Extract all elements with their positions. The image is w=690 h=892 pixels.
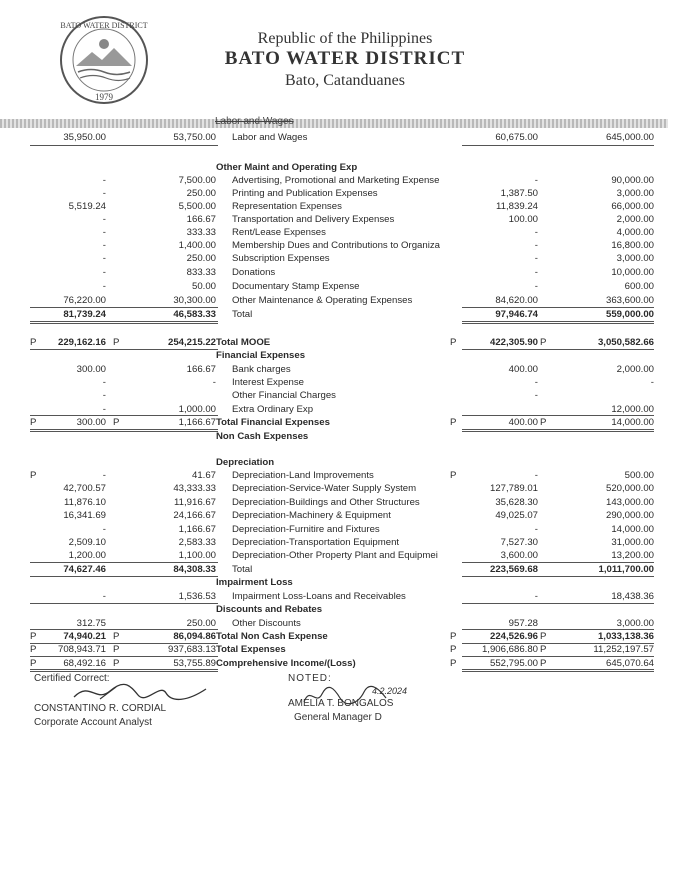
peso-sign: P [30,658,37,669]
amount-col-a: - [102,390,106,401]
amount-col-d: 10,000.00 [611,267,654,278]
amount-col-a: 1,200.00 [68,550,106,561]
row-label: Depreciation-Furnitire and Fixtures [232,524,380,535]
amount-col-c: 60,675.00 [495,132,538,143]
amount-col-a: - [102,188,106,199]
row-label: Interest Expense [232,377,304,388]
table-row [0,252,690,265]
amount-col-d: 3,050,582.66 [597,337,654,348]
row-label: Total Expenses [216,644,286,655]
amount-col-c: 35,628.30 [495,497,538,508]
amount-col-a: - [102,524,106,535]
amount-col-b: 84,308.33 [173,564,216,575]
amount-col-d: 600.00 [624,281,654,292]
amount-col-a: 76,220.00 [63,295,106,306]
header-republic: Republic of the Philippines [257,30,433,47]
row-label: Labor and Wages [232,132,308,143]
header-location: Bato, Catanduanes [285,72,405,89]
table-row [0,496,690,509]
table-row [0,416,690,429]
amount-col-b: 41.67 [191,470,216,481]
amount-col-a: - [102,591,106,602]
row-label: Total [232,309,253,320]
peso-sign: P [30,337,37,348]
amount-col-b: 1,400.00 [178,240,216,251]
amount-col-b: 1,166.67 [178,524,216,535]
row-label: Advertising, Promotional and Marketing Expense [232,175,440,186]
amount-col-c: - [534,281,538,292]
peso-sign: P [113,644,120,655]
row-label: Other Maint and Operating Exp [216,162,358,173]
row-label: Documentary Stamp Expense [232,281,360,292]
amount-col-c: - [534,377,538,388]
amount-col-d: 645,000.00 [605,132,654,143]
table-row [0,643,690,656]
table-row [0,280,690,293]
amount-col-b: - [212,377,216,388]
table-row [0,482,690,495]
peso-sign: P [540,417,547,428]
amount-col-a: 42,700.57 [63,483,106,494]
table-row [0,657,690,670]
row-label: Rent/Lease Expenses [232,227,326,238]
peso-sign: P [450,658,457,669]
table-row [0,590,690,603]
noted-label: NOTED: [288,673,332,684]
row-label: Discounts and Rebates [216,604,323,615]
table-row [0,456,690,469]
certified-correct-label: Certified Correct: [34,673,110,684]
amount-col-d: 500.00 [624,470,654,481]
peso-sign: P [450,417,457,428]
band-label: Labor and Wages [215,116,294,127]
table-row [0,226,690,239]
peso-sign: P [113,417,120,428]
amount-col-a: 68,492.16 [63,658,106,669]
amount-col-c: 400.00 [508,364,538,375]
amount-col-a: - [102,267,106,278]
amount-col-d: 2,000.00 [616,214,654,225]
amount-col-d: 66,000.00 [611,201,654,212]
amount-col-d: 143,000.00 [605,497,654,508]
signatory-left-title: Corporate Account Analyst [34,717,152,728]
table-row [0,549,690,562]
amount-col-a: - [102,214,106,225]
seal-year: 1979 [95,92,113,102]
amount-col-c: - [534,470,538,481]
amount-col-d: 18,438.36 [611,591,654,602]
table-row [0,603,690,616]
table-row [0,349,690,362]
table-row [0,161,690,174]
amount-col-a: 300.00 [76,364,106,375]
table-row [0,376,690,389]
amount-col-b: 1,536.53 [178,591,216,602]
amount-col-c: 97,946.74 [495,309,538,320]
row-label: Extra Ordinary Exp [232,404,314,415]
amount-col-b: 2,583.33 [178,537,216,548]
amount-col-b: 166.67 [186,214,216,225]
amount-col-c: 1,906,686.80 [481,644,538,655]
amount-col-a: 229,162.16 [57,337,106,348]
table-row [0,174,690,187]
amount-col-d: 1,033,138.36 [597,631,654,642]
row-label: Non Cash Expenses [216,431,309,442]
table-row [0,403,690,416]
table-row [0,308,690,321]
amount-col-b: 333.33 [186,227,216,238]
table-row [0,200,690,213]
row-label: Depreciation-Buildings and Other Structures [232,497,420,508]
peso-sign: P [30,470,37,481]
amount-col-c: - [534,240,538,251]
amount-col-d: 14,000.00 [611,524,654,535]
table-row [0,576,690,589]
amount-col-b: 1,000.00 [178,404,216,415]
table-row [0,336,690,349]
amount-col-d: 363,600.00 [605,295,654,306]
table-row [0,617,690,630]
signatory-right-title: General Manager D [294,712,382,723]
amount-col-d: 2,000.00 [616,364,654,375]
peso-sign: P [113,337,120,348]
peso-sign: P [30,417,37,428]
amount-col-d: 4,000.00 [616,227,654,238]
row-label: Depreciation-Service-Water Supply System [232,483,417,494]
table-row [0,266,690,279]
amount-col-d: 16,800.00 [611,240,654,251]
peso-sign: P [30,631,37,642]
table-row [0,563,690,576]
amount-col-b: 11,916.67 [174,497,216,508]
amount-col-a: 74,627.46 [63,564,106,575]
peso-sign: P [540,631,547,642]
row-label: Membership Dues and Contributions to Organiza [232,240,440,251]
amount-col-d: 13,200.00 [611,550,654,561]
amount-col-b: 53,755.89 [173,658,216,669]
amount-col-b: 53,750.00 [173,132,216,143]
amount-col-b: 24,166.67 [173,510,216,521]
row-label: Comprehensive Income/(Loss) [216,658,356,669]
amount-col-a: - [102,175,106,186]
amount-col-c: 422,305.90 [489,337,538,348]
row-label: Other Financial Charges [232,390,336,401]
table-row [0,239,690,252]
peso-sign: P [30,644,37,655]
peso-sign: P [450,631,457,642]
row-label: Financial Expenses [216,350,306,361]
peso-sign: P [450,470,457,481]
amount-col-d: 12,000.00 [611,404,654,415]
amount-col-a: 2,509.10 [68,537,106,548]
amount-col-b: 937,683.13 [167,644,216,655]
peso-sign: P [450,644,457,655]
table-row [0,523,690,536]
amount-col-d: 290,000.00 [605,510,654,521]
amount-col-b: 833.33 [186,267,216,278]
amount-col-d: 3,000.00 [616,618,654,629]
amount-col-d: 90,000.00 [611,175,654,186]
row-label: Impairment Loss-Loans and Receivables [232,591,406,602]
amount-col-d: 645,070.64 [605,658,654,669]
peso-sign: P [113,631,120,642]
amount-col-a: 5,519.24 [68,201,106,212]
peso-sign: P [540,337,547,348]
amount-col-a: - [102,404,106,415]
row-label: Total MOOE [216,337,271,348]
amount-col-d: 3,000.00 [616,188,654,199]
amount-col-c: 223,569.68 [489,564,538,575]
amount-col-d: - [650,377,654,388]
amount-col-c: 552,795.00 [489,658,538,669]
amount-col-a: - [102,281,106,292]
amount-col-c: 400.00 [508,417,538,428]
amount-col-b: 43,333.33 [173,483,216,494]
row-label: Impairment Loss [216,577,293,588]
peso-sign: P [540,658,547,669]
table-row [0,389,690,402]
amount-col-c: 84,620.00 [495,295,538,306]
amount-col-a: 312.75 [76,618,106,629]
row-label: Depreciation-Transportation Equipment [232,537,400,548]
amount-col-c: 100.00 [508,214,538,225]
row-label: Other Maintenance & Operating Expenses [232,295,413,306]
amount-col-b: 50.00 [191,281,216,292]
row-label: Total Financial Expenses [216,417,330,428]
row-label: Total [232,564,253,575]
row-label: Total Non Cash Expense [216,631,328,642]
amount-col-b: 5,500.00 [178,201,216,212]
row-label: Depreciation [216,457,275,468]
amount-col-c: 49,025.07 [495,510,538,521]
amount-col-a: - [102,240,106,251]
row-label: Printing and Publication Expenses [232,188,378,199]
amount-col-a: 81,739.24 [63,309,106,320]
amount-col-c: 3,600.00 [500,550,538,561]
amount-col-d: 3,000.00 [616,253,654,264]
row-label: Bank charges [232,364,291,375]
amount-col-a: - [102,253,106,264]
amount-col-b: 7,500.00 [178,175,216,186]
row-label: Depreciation-Land Improvements [232,470,374,481]
row-label: Subscription Expenses [232,253,330,264]
amount-col-c: 1,387.50 [500,188,538,199]
amount-col-c: - [534,253,538,264]
amount-col-c: - [534,591,538,602]
row-label: Depreciation-Machinery & Equipment [232,510,391,521]
row-label: Other Discounts [232,618,301,629]
row-label: Donations [232,267,276,278]
amount-col-c: - [534,524,538,535]
row-label: Transportation and Delivery Expenses [232,214,395,225]
row-label: Depreciation-Other Property Plant and Equipmei [232,550,438,561]
amount-col-b: 250.00 [186,618,216,629]
signature-date: 4.2.2024 [372,686,408,696]
amount-col-a: 16,341.69 [63,510,106,521]
table-row [0,213,690,226]
amount-col-a: - [102,377,106,388]
amount-col-a: 74,940.21 [63,631,106,642]
amount-col-a: - [102,470,106,481]
amount-col-b: 1,166.67 [178,417,216,428]
amount-col-a: 11,876.10 [64,497,106,508]
amount-col-b: 250.00 [186,253,216,264]
table-row [0,363,690,376]
amount-col-d: 31,000.00 [611,537,654,548]
amount-col-b: 46,583.33 [173,309,216,320]
amount-col-d: 14,000.00 [611,417,654,428]
amount-col-b: 86,094.86 [173,631,216,642]
amount-col-b: 254,215.22 [167,337,216,348]
table-row [0,509,690,522]
signatory-left-name: CONSTANTINO R. CORDIAL [34,703,167,714]
table-row [0,131,690,144]
amount-col-b: 30,300.00 [173,295,216,306]
peso-sign: P [113,658,120,669]
amount-col-b: 250.00 [186,188,216,199]
amount-col-c: - [534,175,538,186]
amount-col-a: 300.00 [76,417,106,428]
amount-col-b: 1,100.00 [178,550,216,561]
amount-col-c: 127,789.01 [489,483,538,494]
amount-col-a: 708,943.71 [57,644,106,655]
amount-col-a: 35,950.00 [63,132,106,143]
amount-col-c: - [534,390,538,401]
amount-col-d: 11,252,197.57 [593,644,654,655]
amount-col-d: 1,011,700.00 [598,564,654,575]
peso-sign: P [450,337,457,348]
amount-col-a: - [102,227,106,238]
table-row [0,294,690,307]
amount-col-c: 224,526.96 [489,631,538,642]
amount-col-d: 559,000.00 [605,309,654,320]
peso-sign: P [540,644,547,655]
amount-col-d: 520,000.00 [605,483,654,494]
amount-col-c: 7,527.30 [500,537,538,548]
amount-col-c: - [534,267,538,278]
table-row [0,469,690,482]
header-agency: BATO WATER DISTRICT [224,48,466,69]
table-row [0,187,690,200]
row-label: Representation Expenses [232,201,342,212]
amount-col-c: 957.28 [508,618,538,629]
table-row [0,536,690,549]
amount-col-b: 166.67 [186,364,216,375]
table-row [0,630,690,643]
table-row [0,430,690,443]
seal-text: BATO WATER DISTRICT [60,21,148,30]
signatory-right-name: AMELIA T. BONGALOS [288,698,394,709]
amount-col-c: 11,839.24 [496,201,538,212]
amount-col-c: - [534,227,538,238]
